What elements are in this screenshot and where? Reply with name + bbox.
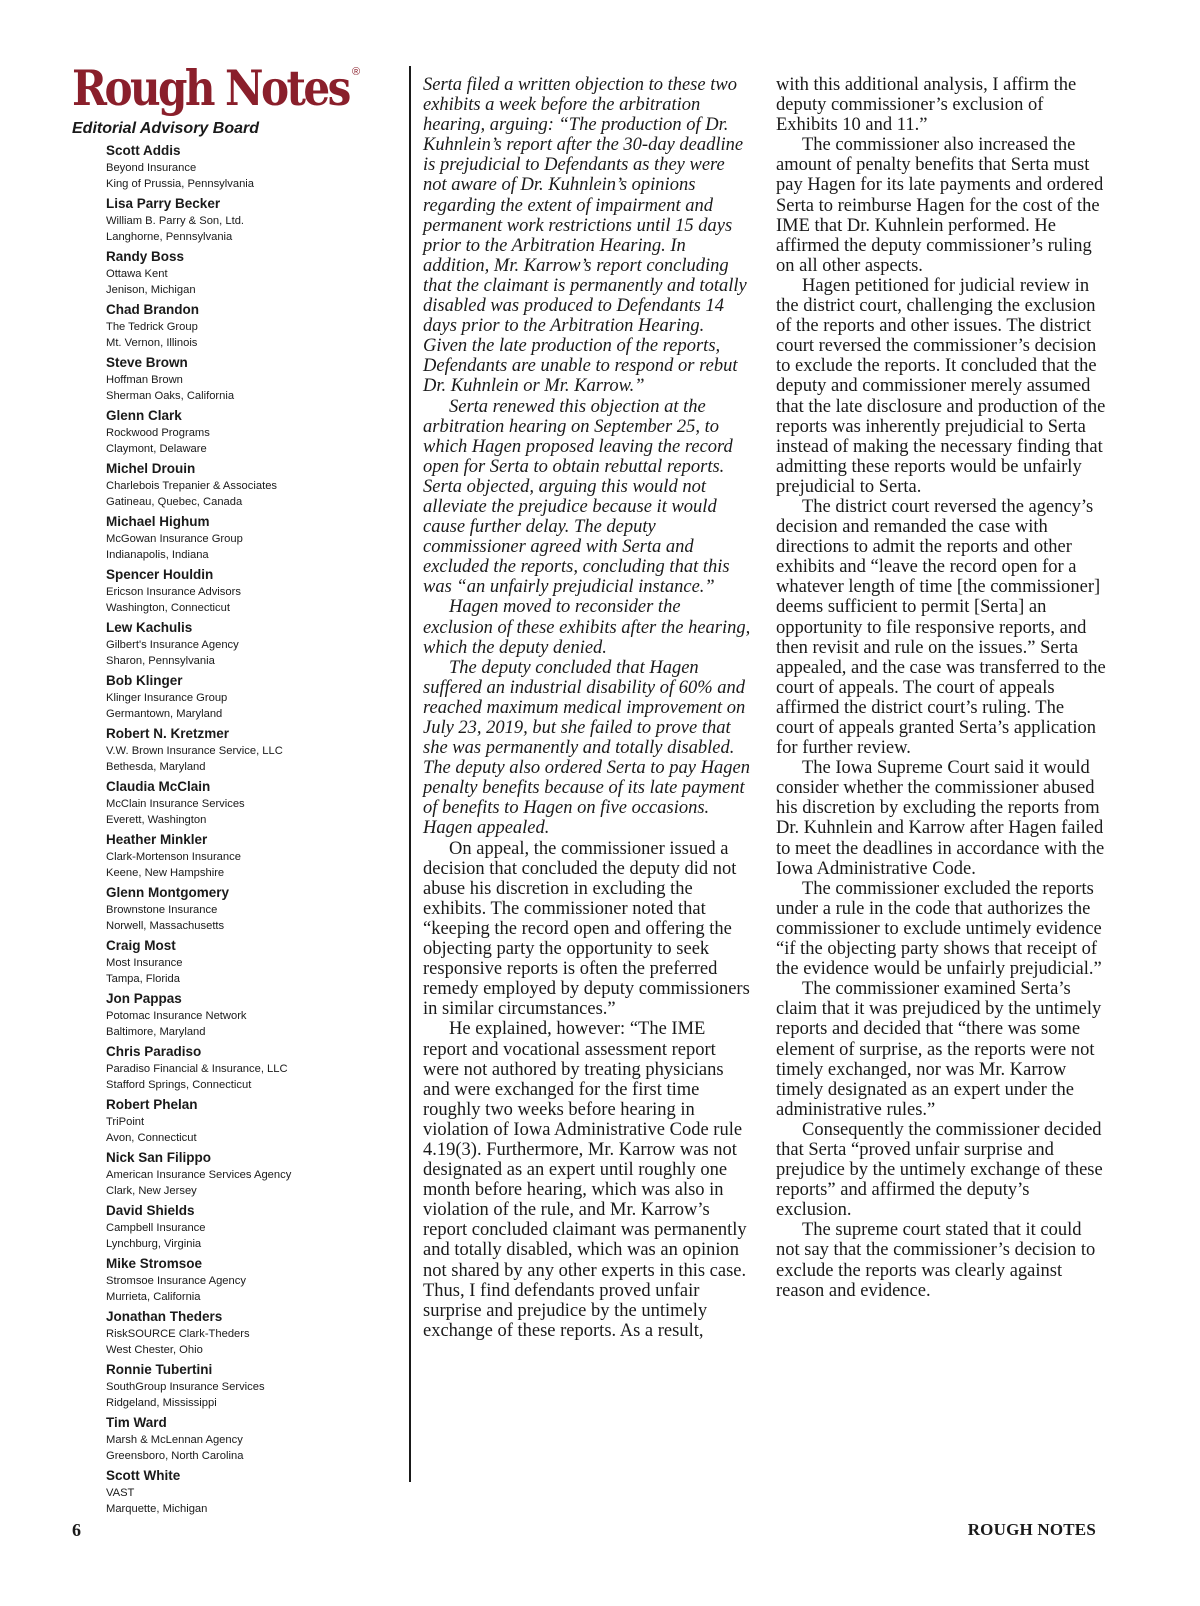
member-name: Lisa Parry Becker bbox=[106, 196, 221, 211]
member-name: David Shields bbox=[106, 1203, 195, 1218]
article-paragraph: The district court reversed the agency’s decision and remanded the case with directions to admit the reports and other exhibits and “leave the record open for a whatever length of time [the commissioner] deems sufficient to permit [Serta] an opportunity to file responsive reports, and then revisit and rule on the issues.” Serta appealed, and the case was transferred to the court of appeals. The court of appeals affirmed the district court’s ruling. The court of appeals granted Serta’s application for further review. bbox=[776, 496, 1106, 759]
member-location: Marquette, Michigan bbox=[106, 1503, 208, 1515]
board-member bbox=[106, 1043, 406, 1096]
member-name: Mike Stromsoe bbox=[106, 1256, 203, 1271]
board-member bbox=[106, 619, 406, 672]
article-paragraph: On appeal, the commissioner issued a decision that concluded the deputy did not abuse his discretion in excluding the exhibits. The commissioner noted that “keeping the record open and offering the objecting party the opportunity to seek responsive reports is often the preferred remedy employed by deputy commissioners in similar circumstances.” bbox=[423, 838, 750, 1020]
member-company: Klinger Insurance Group bbox=[106, 692, 228, 704]
member-location: Sherman Oaks, California bbox=[106, 390, 235, 402]
member-location: Jenison, Michigan bbox=[106, 284, 196, 296]
board-member bbox=[106, 672, 406, 725]
member-company: Clark-Mortenson Insurance bbox=[106, 851, 241, 863]
board-member bbox=[106, 195, 406, 248]
member-name: Scott White bbox=[106, 1468, 181, 1483]
member-name: Ronnie Tubertini bbox=[106, 1362, 213, 1377]
article-paragraph: The deputy concluded that Hagen suffered an industrial disability of 60% and reached maximum medical improvement on July 23, 2019, but she failed to prove that she was permanently and totally disabled. The deputy also ordered Serta to pay Hagen penalty benefits because of its late payment of benefits to Hagen on five occasions. Hagen appealed. bbox=[423, 657, 750, 839]
member-company: Charlebois Trepanier & Associates bbox=[106, 480, 278, 492]
member-company: Beyond Insurance bbox=[106, 162, 197, 174]
article-column-1 bbox=[423, 75, 753, 1341]
member-name: Lew Kachulis bbox=[106, 620, 193, 635]
member-company: TriPoint bbox=[106, 1116, 145, 1128]
member-location: Bethesda, Maryland bbox=[106, 761, 206, 773]
member-location: Murrieta, California bbox=[106, 1291, 201, 1303]
board-member bbox=[106, 1467, 406, 1520]
board-member bbox=[106, 1096, 406, 1149]
board-member bbox=[106, 566, 406, 619]
board-member bbox=[106, 1255, 406, 1308]
member-location: Sharon, Pennsylvania bbox=[106, 655, 215, 667]
member-location: Greensboro, North Carolina bbox=[106, 1450, 244, 1462]
member-company: William B. Parry & Son, Ltd. bbox=[106, 215, 245, 227]
member-name: Scott Addis bbox=[106, 143, 181, 158]
article-paragraph: Hagen moved to reconsider the exclusion of these exhibits after the hearing, which the deputy denied. bbox=[423, 597, 751, 658]
article-paragraph: The commissioner also increased the amount of penalty benefits that Serta must pay Hagen for its late payments and ordered Serta to reimburse Hagen for the cost of the IME that Dr. Kuhnlein performed. He affirmed the deputy commissioner’s ruling on all other aspects. bbox=[776, 135, 1104, 276]
board-member-list bbox=[106, 142, 406, 1520]
member-name: Steve Brown bbox=[106, 355, 188, 370]
board-member bbox=[106, 1414, 406, 1467]
board-member bbox=[106, 778, 406, 831]
member-company: Rockwood Programs bbox=[106, 427, 210, 439]
board-member bbox=[106, 937, 406, 990]
member-location: Gatineau, Quebec, Canada bbox=[106, 496, 243, 508]
member-location: Tampa, Florida bbox=[106, 973, 180, 985]
board-heading: Editorial Advisory Board bbox=[72, 120, 259, 137]
member-name: Bob Klinger bbox=[106, 673, 183, 688]
member-name: Jonathan Theders bbox=[106, 1309, 223, 1324]
member-location: Stafford Springs, Connecticut bbox=[106, 1079, 252, 1091]
member-company: SouthGroup Insurance Services bbox=[106, 1381, 265, 1393]
board-member bbox=[106, 354, 406, 407]
member-location: West Chester, Ohio bbox=[106, 1344, 203, 1356]
member-location: Baltimore, Maryland bbox=[106, 1026, 206, 1038]
member-company: Most Insurance bbox=[106, 957, 183, 969]
page-number: 6 bbox=[72, 1520, 81, 1540]
member-location: Keene, New Hampshire bbox=[106, 867, 225, 879]
member-location: Mt. Vernon, Illinois bbox=[106, 337, 198, 349]
article-paragraph: Serta renewed this objection at the arbitration hearing on September 25, to which Hagen proposed leaving the record open for Serta to obtain rebuttal reports. Serta objected, arguing this would not alleviate the prejudice because it would cause further delay. The deputy commissioner agreed with Serta and excluded the reports, concluding that this was “an unfairly prejudicial instance.” bbox=[423, 396, 733, 598]
board-member bbox=[106, 725, 406, 778]
member-name: Spencer Houldin bbox=[106, 567, 214, 582]
article-paragraph: The Iowa Supreme Court said it would consider whether the commissioner abused his discretion by excluding the reports from Dr. Kuhnlein and Karrow after Hagen failed to meet the deadlines in accordance with the Iowa Administrative Code. bbox=[776, 758, 1105, 879]
board-member bbox=[106, 884, 406, 937]
member-location: Lynchburg, Virginia bbox=[106, 1238, 202, 1250]
member-name: Chad Brandon bbox=[106, 302, 199, 317]
member-company: Ottawa Kent bbox=[106, 268, 168, 280]
member-company: Gilbert's Insurance Agency bbox=[106, 639, 239, 651]
board-member bbox=[106, 1149, 406, 1202]
member-company: American Insurance Services Agency bbox=[106, 1169, 292, 1181]
member-name: Glenn Montgomery bbox=[106, 885, 230, 900]
article-paragraph: The commissioner examined Serta’s claim that it was prejudiced by the untimely reports and decided that “there was some element of surprise, as the reports were not timely exchanged, nor was Mr. Karrow timely designated as an expert under the administrative rules.” bbox=[776, 979, 1102, 1120]
board-member bbox=[106, 407, 406, 460]
member-company: V.W. Brown Insurance Service, LLC bbox=[106, 745, 283, 757]
publication-footer: ROUGH NOTES bbox=[967, 1520, 1096, 1539]
member-company: RiskSOURCE Clark-Theders bbox=[106, 1328, 250, 1340]
board-member bbox=[106, 460, 406, 513]
member-company: Marsh & McLennan Agency bbox=[106, 1434, 243, 1446]
board-member bbox=[106, 831, 406, 884]
board-member bbox=[106, 1202, 406, 1255]
member-location: Indianapolis, Indiana bbox=[106, 549, 209, 561]
board-member bbox=[106, 1361, 406, 1414]
member-name: Chris Paradiso bbox=[106, 1044, 202, 1059]
logo-wordmark: Rough Notes bbox=[72, 59, 349, 117]
member-location: King of Prussia, Pennsylvania bbox=[106, 178, 255, 190]
member-name: Randy Boss bbox=[106, 249, 185, 264]
member-company: The Tedrick Group bbox=[106, 321, 198, 333]
member-location: Claymont, Delaware bbox=[106, 443, 207, 455]
board-member bbox=[106, 142, 406, 195]
member-company: Campbell Insurance bbox=[106, 1222, 206, 1234]
member-name: Michel Drouin bbox=[106, 461, 196, 476]
member-name: Glenn Clark bbox=[106, 408, 182, 423]
member-company: Hoffman Brown bbox=[106, 374, 183, 386]
article-paragraph: Serta filed a written objection to these two exhibits a week before the arbitration hearing, arguing: “The production of Dr. Kuhnlein’s report after the 30-day deadline is prejudicial to Defendants as they were not aware of Dr. Kuhnlein’s opinions regarding the extent of impairment and permanent work restrictions until 15 days prior to the Arbitration Hearing. In addition, Mr. Karrow’s report concluding that the claimant is permanently and totally disabled was produced to Defendants 14 days prior to the Arbitration Hearing. Given the late production of the reports, Defendants are unable to respond or rebut Dr. Kuhnlein or Mr. Karrow.” bbox=[423, 75, 747, 397]
member-name: Robert Phelan bbox=[106, 1097, 198, 1112]
article-paragraph: with this additional analysis, I affirm the deputy commissioner’s exclusion of Exhibits 10 and 11.” bbox=[776, 75, 1077, 136]
member-location: Clark, New Jersey bbox=[106, 1185, 197, 1197]
article-paragraph: Consequently the commissioner decided that Serta “proved unfair surprise and prejudice by the untimely exchange of these reports” and affirmed the deputy’s exclusion. bbox=[776, 1119, 1103, 1221]
board-member bbox=[106, 513, 406, 566]
member-company: Brownstone Insurance bbox=[106, 904, 218, 916]
member-location: Everett, Washington bbox=[106, 814, 207, 826]
member-name: Nick San Filippo bbox=[106, 1150, 212, 1165]
member-location: Avon, Connecticut bbox=[106, 1132, 197, 1144]
column-divider bbox=[409, 66, 411, 1482]
member-name: Tim Ward bbox=[106, 1415, 167, 1430]
member-location: Ridgeland, Mississippi bbox=[106, 1397, 217, 1409]
member-name: Michael Highum bbox=[106, 514, 210, 529]
member-location: Norwell, Massachusetts bbox=[106, 920, 225, 932]
board-member bbox=[106, 301, 406, 354]
member-location: Langhorne, Pennsylvania bbox=[106, 231, 233, 243]
member-name: Craig Most bbox=[106, 938, 176, 953]
member-location: Germantown, Maryland bbox=[106, 708, 223, 720]
member-company: Paradiso Financial & Insurance, LLC bbox=[106, 1063, 288, 1075]
member-name: Claudia McClain bbox=[106, 779, 211, 794]
member-name: Jon Pappas bbox=[106, 991, 182, 1006]
member-location: Washington, Connecticut bbox=[106, 602, 230, 614]
article-paragraph: The supreme court stated that it could not say that the commissioner’s decision to exclude the reports was clearly against reason and evidence. bbox=[776, 1220, 1096, 1301]
board-member bbox=[106, 1308, 406, 1361]
member-company: Stromsoe Insurance Agency bbox=[106, 1275, 246, 1287]
article-paragraph: He explained, however: “The IME report and vocational assessment report were not authored by treating physicians and were exchanged for the first time roughly two weeks before hearing in violation of Iowa Administrative Code rule 4.19(3). Furthermore, Mr. Karrow was not designated as an expert until roughly one month before hearing, which was also in violation of the rule, and Mr. Karrow’s report concluded claimant was permanently and totally disabled, which was an opinion not shared by any other experts in this case. Thus, I find defendants proved unfair surprise and prejudice by the untimely exchange of these reports. As a result, bbox=[423, 1019, 747, 1341]
article-column-2 bbox=[776, 75, 1106, 1301]
article-paragraph: Hagen petitioned for judicial review in the district court, challenging the exclusion of the reports and other issues. The district court reversed the commissioner’s decision to exclude the reports. It concluded that the deputy and commissioner merely assumed that the late disclosure and production of the reports was inherently prejudicial to Serta instead of making the necessary finding that admitting these reports would be unfairly prejudicial to Serta. bbox=[776, 275, 1106, 497]
board-member bbox=[106, 248, 406, 301]
member-name: Heather Minkler bbox=[106, 832, 208, 847]
member-company: McClain Insurance Services bbox=[106, 798, 245, 810]
publication-logo bbox=[72, 58, 372, 118]
member-company: VAST bbox=[106, 1487, 135, 1499]
member-company: McGowan Insurance Group bbox=[106, 533, 243, 545]
member-name: Robert N. Kretzmer bbox=[106, 726, 230, 741]
member-company: Ericson Insurance Advisors bbox=[106, 586, 241, 598]
board-member bbox=[106, 990, 406, 1043]
member-company: Potomac Insurance Network bbox=[106, 1010, 247, 1022]
article-paragraph: The commissioner excluded the reports under a rule in the code that authorizes the commissioner to exclude untimely evidence “if the objecting party shows that receipt of the evidence would be unfairly prejudicial.” bbox=[776, 878, 1102, 980]
registered-mark: ® bbox=[352, 66, 361, 78]
